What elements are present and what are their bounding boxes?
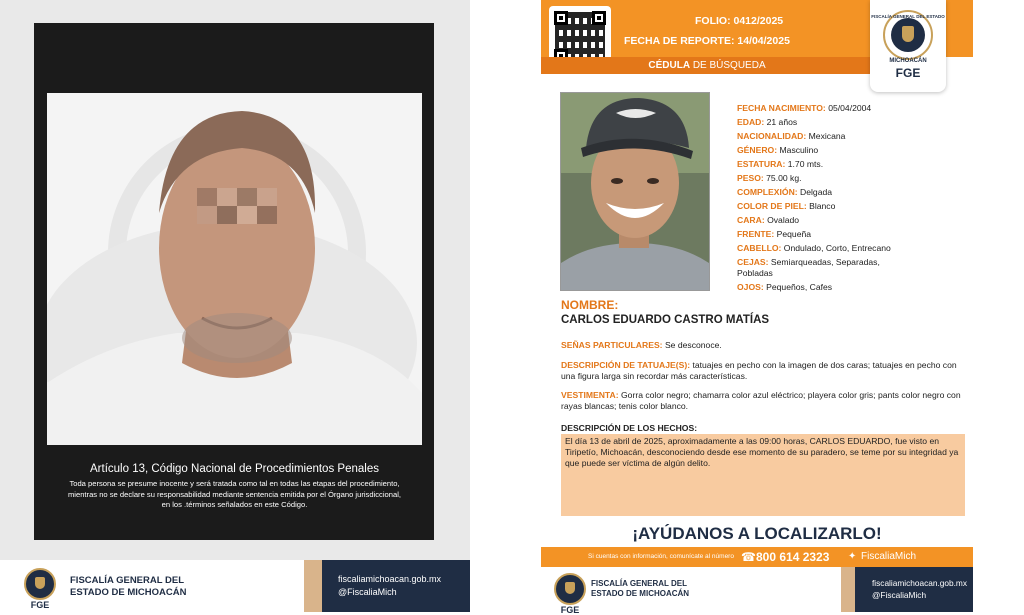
field-value: Mexicana (808, 131, 846, 141)
hechos-text: El día 13 de abril de 2025, aproximadamente a las 09:00 horas, CARLOS EDUARDO, fue visto en Tiripetío, Michoacán, desconociendo desde ese momento de su paradero, se teme por su integridad ya que puede ser víctima de algún delito. (565, 436, 959, 468)
field-value: 75.00 kg. (766, 173, 802, 183)
fge-logo (554, 573, 586, 615)
org-name (591, 579, 689, 599)
fge-logo (24, 568, 56, 610)
logo-line2: MICHOACÁN (889, 58, 927, 64)
org-name (70, 575, 186, 599)
field-row (737, 201, 835, 211)
state-seal-icon (891, 18, 925, 52)
cedula-bar (541, 57, 873, 74)
logo-line1: FISCALÍA GENERAL DEL ESTADO (871, 14, 945, 19)
org-name-line1: FISCALÍA GENERAL DEL (70, 575, 185, 586)
tatuajes-value: tatuajes en pecho con la imagen de dos caras; tatuajes en pecho con una figura larga sin recordar más características. (561, 360, 957, 381)
senas-value: Se desconoce. (664, 340, 722, 350)
hechos-label: DESCRIPCIÓN DE LOS HECHOS: (561, 423, 698, 433)
field-row (737, 131, 845, 141)
state-seal-icon (24, 568, 56, 600)
field-row (737, 173, 802, 183)
twitter-handle[interactable]: FiscaliaMich (861, 551, 917, 562)
field-row (737, 145, 818, 155)
field-label: CABELLO: (737, 243, 782, 253)
fge-logo-text: FGE (30, 600, 50, 610)
left-footer (0, 560, 470, 612)
field-label: CEJAS: (737, 257, 769, 267)
vestimenta-value: Gorra color negro; chamarra color azul eléctrico; playera color gris; pants color negro con rayas blancas; tenis color blanco. (561, 390, 961, 411)
legal-caption-title: Artículo 13, Código Nacional de Procedimientos Penales (90, 463, 379, 475)
field-value: 21 años (766, 117, 798, 127)
website-link[interactable]: fiscaliamichoacan.gob.mx (338, 574, 442, 584)
field-label: FRENTE: (737, 229, 775, 239)
social-handle[interactable]: @FiscaliaMich (338, 587, 397, 597)
field-label: ESTATURA: (737, 159, 786, 169)
person-name: CARLOS EDUARDO CASTRO MATÍAS (561, 314, 770, 326)
social-handle[interactable]: @FiscaliaMich (872, 590, 927, 600)
contact-text: Si cuentas con información, comunícate al número (588, 553, 734, 560)
contact-box (322, 560, 470, 612)
field-value: Semiarqueadas, Separadas, (770, 257, 880, 267)
org-name-line2: ESTADO DE MICHOACÁN (591, 589, 690, 598)
field-label: GÉNERO: (737, 145, 778, 155)
contact-bar (541, 547, 973, 567)
missing-person-portrait-image (561, 93, 709, 290)
report-date: FECHA DE REPORTE: 14/04/2025 (624, 35, 790, 47)
field-label: NACIONALIDAD: (737, 131, 807, 141)
vestimenta-label: VESTIMENTA: (561, 390, 619, 400)
field-value: Pobladas (737, 268, 773, 278)
org-name-line2: ESTADO DE MICHOACÁN (70, 587, 187, 598)
field-row (737, 229, 811, 239)
hechos-box (561, 434, 965, 516)
field-row (737, 187, 832, 197)
fge-logo-text: FGE (560, 605, 580, 615)
field-row (737, 243, 891, 253)
field-value: Pequeños, Cafes (766, 282, 833, 292)
detainee-portrait-image (47, 93, 422, 445)
phone-number[interactable]: 800 614 2323 (756, 550, 830, 564)
field-value: 05/04/2004 (828, 103, 872, 113)
detainee-photo (47, 93, 422, 445)
field-row (737, 117, 797, 127)
right-footer (541, 567, 973, 615)
field-label: OJOS: (737, 282, 764, 292)
contact-box (855, 567, 973, 612)
nombre-label: NOMBRE: (561, 298, 619, 312)
field-label: EDAD: (737, 117, 765, 127)
missing-person-photo (560, 92, 710, 291)
help-headline: ¡AYÚDANOS A LOCALIZARLO! (632, 524, 882, 543)
logo-text: FGE (895, 66, 921, 80)
field-value: Delgada (800, 187, 833, 197)
field-value: Ondulado, Corto, Entrecano (783, 243, 891, 253)
field-value: Masculino (779, 145, 819, 155)
legal-caption (47, 453, 422, 529)
field-label: PESO: (737, 173, 764, 183)
footer-accent-stripe (304, 560, 322, 612)
field-value: 1.70 mts. (787, 159, 824, 169)
footer-accent-stripe (841, 567, 855, 612)
senas-section (561, 340, 965, 351)
field-row (737, 268, 773, 278)
org-name-line1: FISCALÍA GENERAL DEL (591, 579, 688, 588)
field-row (737, 282, 832, 292)
state-seal-icon (554, 573, 586, 605)
senas-label: SEÑAS PARTICULARES: (561, 340, 663, 350)
twitter-icon: ✦ (848, 551, 857, 562)
field-label: FECHA NACIMIENTO: (737, 103, 826, 113)
field-label: CARA: (737, 215, 765, 225)
fge-header-logo (870, 0, 946, 92)
vestimenta-section (561, 390, 965, 412)
cedula-bar-rest: DE BÚSQUEDA (690, 60, 766, 71)
field-label: COMPLEXIÓN: (737, 187, 798, 197)
field-row (737, 215, 799, 225)
field-value: Pequeña (776, 229, 812, 239)
field-row (737, 159, 823, 169)
field-row (737, 103, 871, 113)
field-row (737, 257, 880, 267)
folio: FOLIO: 0412/2025 (695, 15, 784, 27)
cedula-bar-bold: CÉDULA (648, 60, 691, 71)
phone-icon: ☎ (741, 550, 756, 564)
field-label: COLOR DE PIEL: (737, 201, 807, 211)
legal-caption-text: Toda persona se presume inocente y será tratada como tal en todas las etapas del procedimiento, mientras no se declare su responsabilidad mediante sentencia emitida por el Órgano jurisdiccional, en los .términos señalados en este Código. (67, 479, 402, 509)
website-link[interactable]: fiscaliamichoacan.gob.mx (872, 578, 967, 588)
field-value: Blanco (809, 201, 836, 211)
tatuajes-label: DESCRIPCIÓN DE TATUAJE(S): (561, 360, 691, 370)
field-value: Ovalado (767, 215, 800, 225)
tatuajes-section (561, 360, 965, 382)
